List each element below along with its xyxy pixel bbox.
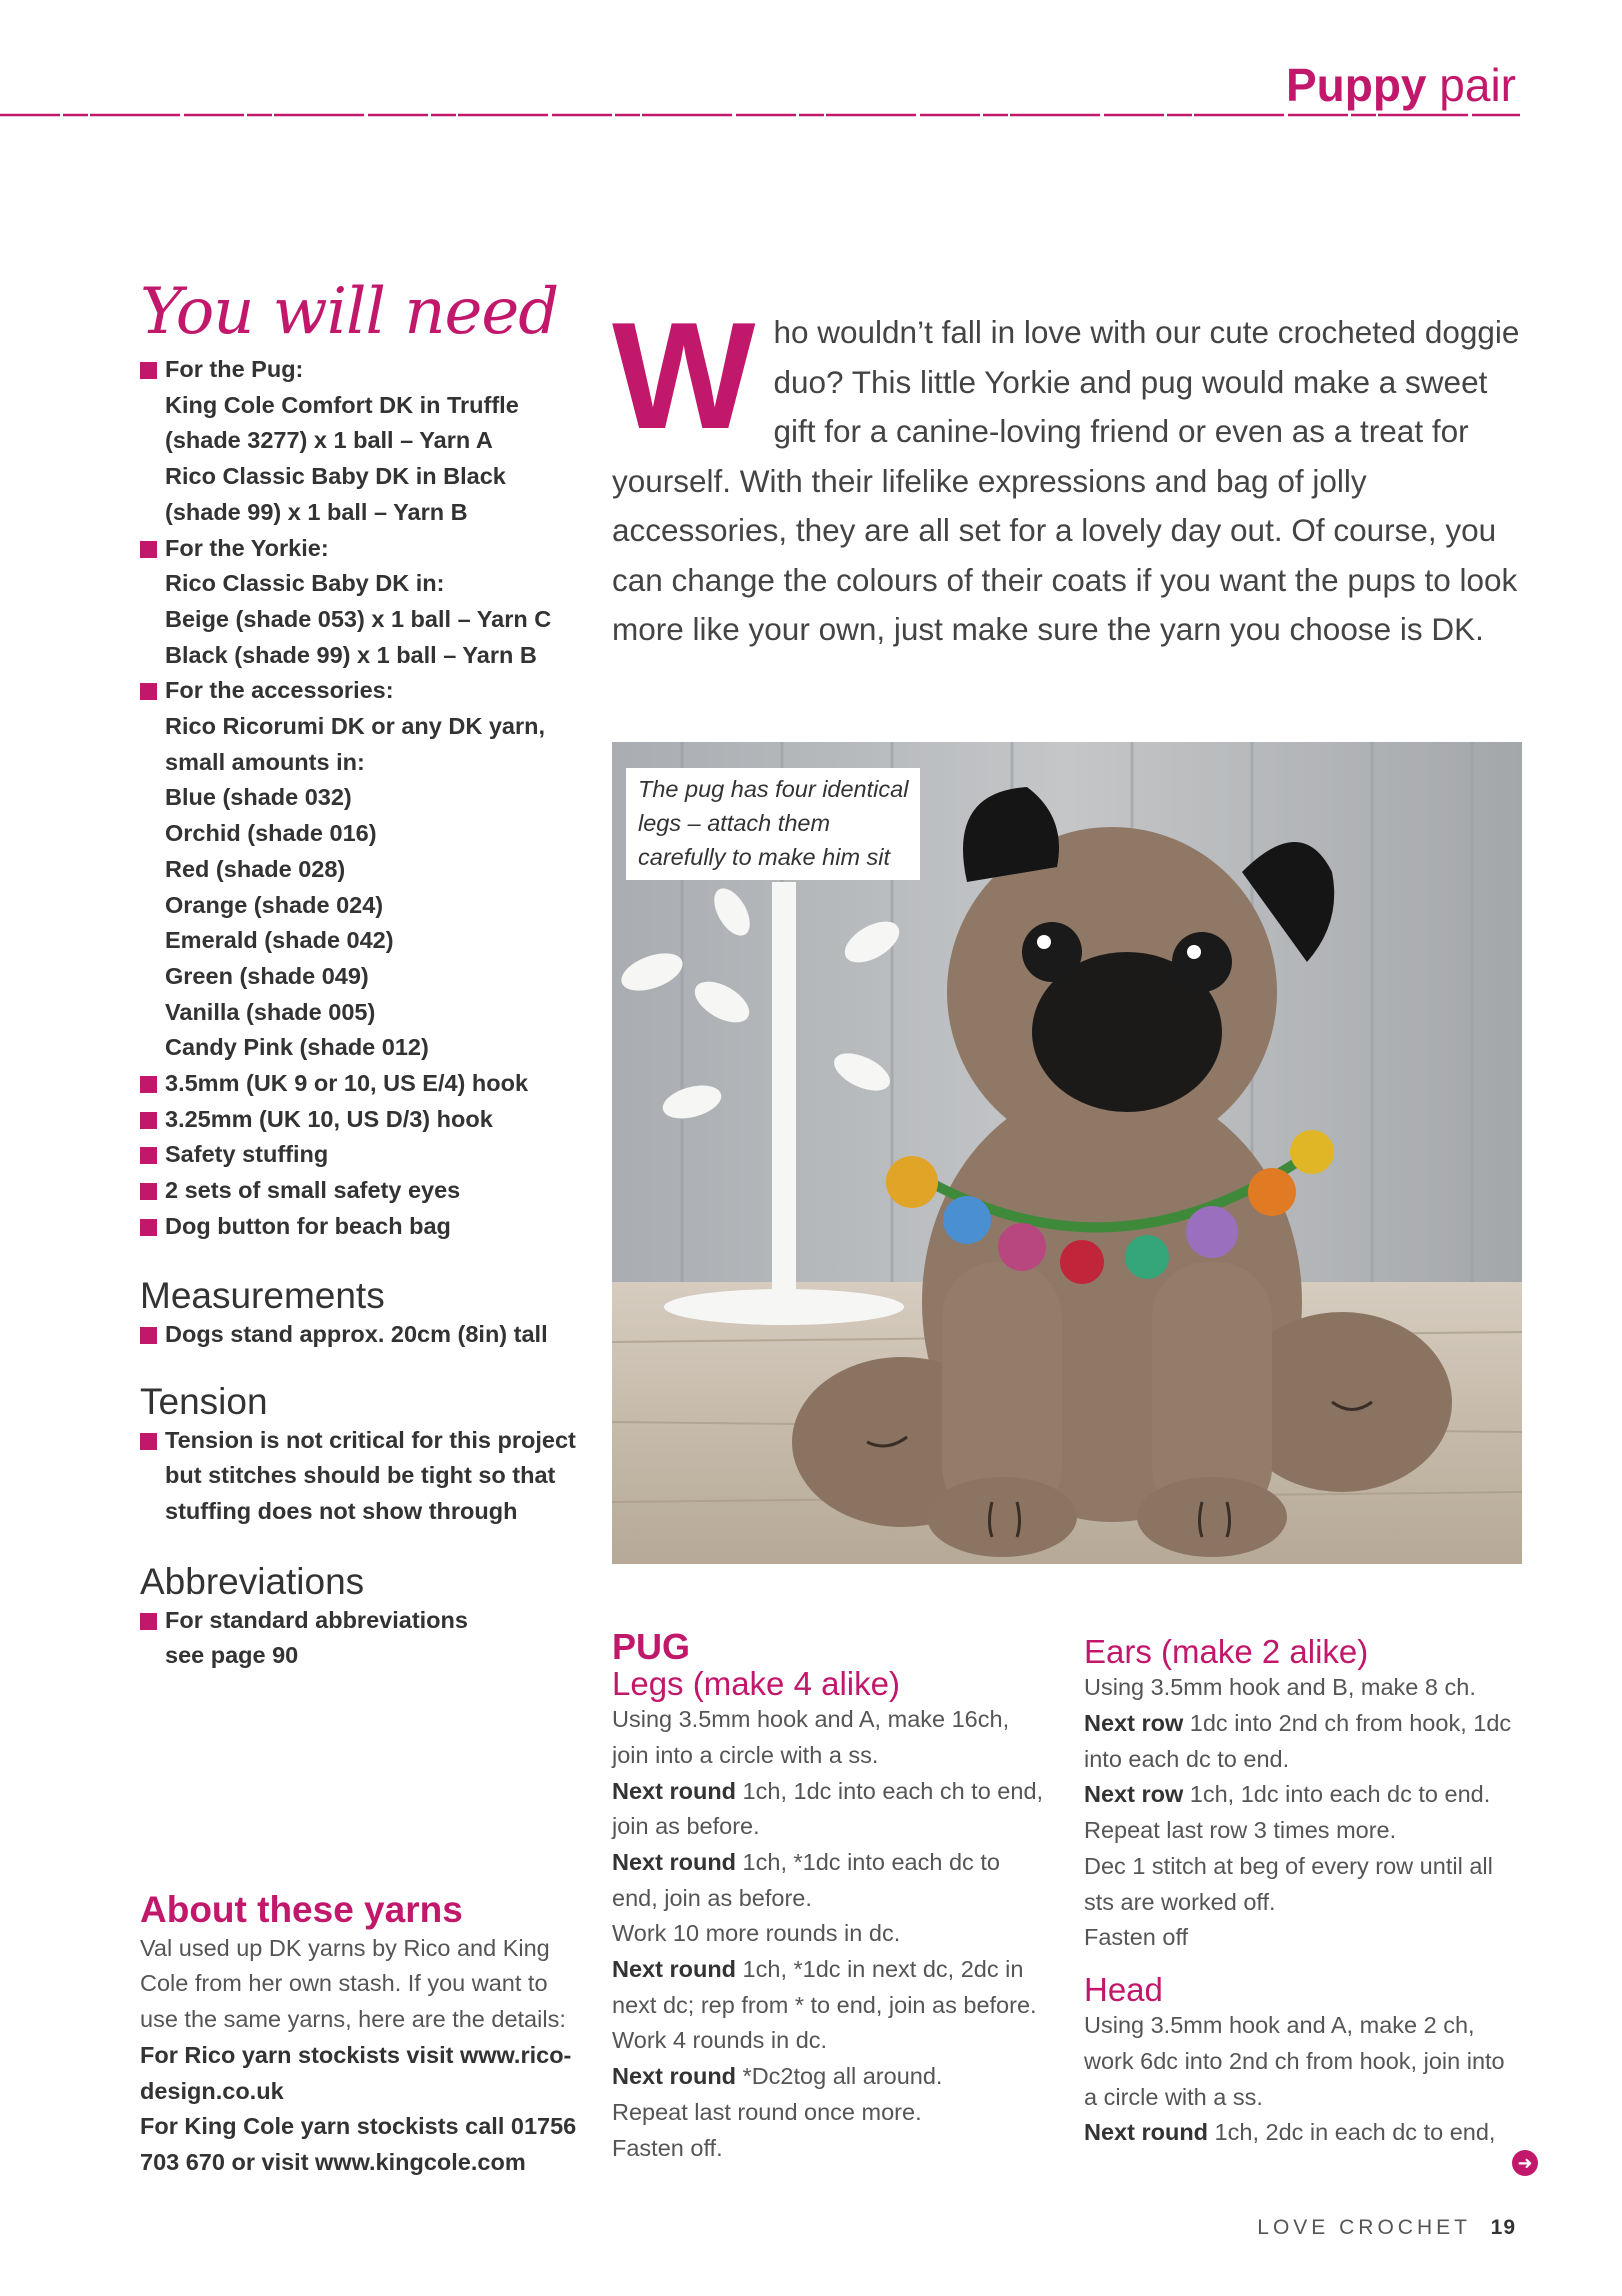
- bullet-square: [140, 1613, 157, 1630]
- instruction-line: Next row 1dc into 2nd ch from hook, 1dc into each dc to end.: [1084, 1710, 1512, 1772]
- instruction-line: Dec 1 stitch at beg of every row until all sts are worked off.: [1084, 1852, 1493, 1915]
- pattern-column-1: [612, 1628, 1052, 2166]
- kingcole-stockists: For King Cole yarn stockists call 01756 703 670 or visit www.kingcole.com: [140, 2113, 577, 2175]
- head-instructions: [1084, 2008, 1524, 2151]
- instruction-line: Work 4 rounds in dc.: [612, 2027, 828, 2054]
- bullet-square: [140, 1183, 157, 1200]
- measurements-section: [140, 1276, 600, 1352]
- need-item: Safety stuffing: [140, 1137, 580, 1173]
- measurements-heading: Measurements: [140, 1275, 385, 1316]
- abbreviations-heading: Abbreviations: [140, 1561, 365, 1602]
- bullet-square: [140, 541, 157, 558]
- page-footer: [1257, 2216, 1516, 2240]
- header-title-rest: pair: [1426, 59, 1516, 111]
- instruction-line: Next round *Dc2tog all around.: [612, 2063, 943, 2090]
- rico-stockists: For Rico yarn stockists visit www.rico-design.co.uk: [140, 2041, 572, 2104]
- about-yarns-section: [140, 1890, 590, 2181]
- need-item: Dog button for beach bag: [140, 1209, 580, 1245]
- list-item: For standard abbreviations see page 90: [140, 1603, 600, 1674]
- list-item: Dogs stand approx. 20cm (8in) tall: [140, 1317, 600, 1353]
- instruction-line: Next round 1ch, 2dc in each dc to end,: [1084, 2119, 1496, 2146]
- instruction-line: Using 3.5mm hook and A, make 2 ch, work 6dc into 2nd ch from hook, join into a circle with a ss.: [1084, 2012, 1505, 2110]
- about-yarns-heading: About these yarns: [140, 1889, 463, 1930]
- pug-heading: PUG: [612, 1626, 691, 1667]
- header-rule: [0, 113, 1520, 117]
- need-item: 3.5mm (UK 9 or 10, US E/4) hook: [140, 1066, 580, 1102]
- instruction-line: Using 3.5mm hook and A, make 16ch, join into a circle with a ss.: [612, 1706, 1010, 1768]
- you-will-need-list: [140, 352, 580, 1245]
- list-item: Tension is not critical for this project but stitches should be tight so that stuffing does not show through: [140, 1423, 600, 1530]
- you-will-need-section: [140, 275, 580, 1245]
- instruction-line: Fasten off: [1084, 1924, 1189, 1951]
- instruction-line: Work 10 more rounds in dc.: [612, 1920, 901, 1947]
- legs-instructions: [612, 1702, 1052, 2166]
- bullet-square: [140, 1147, 157, 1164]
- tension-heading: Tension: [140, 1381, 268, 1422]
- abbreviations-list: [140, 1603, 600, 1674]
- bullet-square: [140, 1112, 157, 1129]
- need-item: For the Pug: King Cole Comfort DK in Truffle (shade 3277) x 1 ball – Yarn A Rico Classic Baby DK in Black (shade 99) x 1 ball – Yarn B: [140, 352, 580, 531]
- bullet-square: [140, 683, 157, 700]
- abbreviations-section: [140, 1562, 600, 1674]
- magazine-name: LOVE CROCHET: [1257, 2216, 1471, 2239]
- instruction-line: Next round 1ch, 1dc into each ch to end, join as before.: [612, 1777, 1044, 1840]
- instruction-line: Using 3.5mm hook and B, make 8 ch.: [1084, 1674, 1476, 1701]
- instruction-line: Next round 1ch, *1dc in next dc, 2dc in next dc; rep from * to end, join as before.: [612, 1956, 1037, 2018]
- drop-cap: W: [612, 291, 756, 461]
- header-title-bold: Puppy: [1285, 59, 1427, 111]
- need-item: For the accessories: Rico Ricorumi DK or any DK yarn, small amounts in: Blue (shade 032) Orchid (shade 016) Red (shade 028) Orange (shade 024) Emerald (shade 042) Green (shade 049) Vanilla (shade 005) Candy Pink (shade 012): [140, 673, 580, 1066]
- intro-paragraph: [612, 291, 1530, 655]
- pattern-column-2: [1084, 1634, 1524, 2151]
- bullet-square: [140, 1076, 157, 1093]
- instruction-line: Repeat last row 3 times more.: [1084, 1817, 1397, 1844]
- continue-arrow-icon: ➜: [1512, 2150, 1538, 2176]
- legs-heading: Legs (make 4 alike): [612, 1664, 900, 1702]
- ears-heading: Ears (make 2 alike): [1084, 1633, 1369, 1670]
- need-item: 3.25mm (UK 10, US D/3) hook: [140, 1102, 580, 1138]
- page-number: 19: [1490, 2216, 1516, 2239]
- tension-list: [140, 1423, 600, 1530]
- instruction-line: Next round 1ch, *1dc into each dc to end, join as before.: [612, 1848, 1000, 1911]
- page-header-title: [1285, 59, 1516, 111]
- instruction-line: Fasten off.: [612, 2134, 723, 2161]
- about-yarns-body: Val used up DK yarns by Rico and King Cole from her own stash. If you want to use the same yarns, here are the details:: [140, 1934, 566, 2033]
- instruction-line: Repeat last round once more.: [612, 2098, 922, 2125]
- need-item: 2 sets of small safety eyes: [140, 1173, 580, 1209]
- bullet-square: [140, 1219, 157, 1236]
- head-heading: Head: [1084, 1970, 1163, 2008]
- ears-instructions: [1084, 1670, 1524, 1956]
- need-item: For the Yorkie: Rico Classic Baby DK in: Beige (shade 053) x 1 ball – Yarn C Black (shade 99) x 1 ball – Yarn B: [140, 531, 580, 674]
- intro-text: ho wouldn’t fall in love with our cute crocheted doggie duo? This little Yorkie and pug would make a sweet gift for a canine-loving friend or even as a treat for yourself. With their lifelike expressions and bag of jolly accessories, they are all set for a lovely day out. Of course, you can change the colours of their coats if you want the pups to look more like your own, just make sure the yarn you choose is DK.: [612, 314, 1520, 647]
- tension-section: [140, 1382, 600, 1530]
- bullet-square: [140, 1327, 157, 1344]
- bullet-square: [140, 362, 157, 379]
- you-will-need-heading: You will need: [140, 275, 559, 349]
- bullet-square: [140, 1433, 157, 1450]
- instruction-line: Next row 1ch, 1dc into each dc to end.: [1084, 1781, 1491, 1808]
- measurements-list: [140, 1317, 600, 1353]
- photo-caption: The pug has four identical legs – attach them carefully to make him sit: [626, 768, 920, 880]
